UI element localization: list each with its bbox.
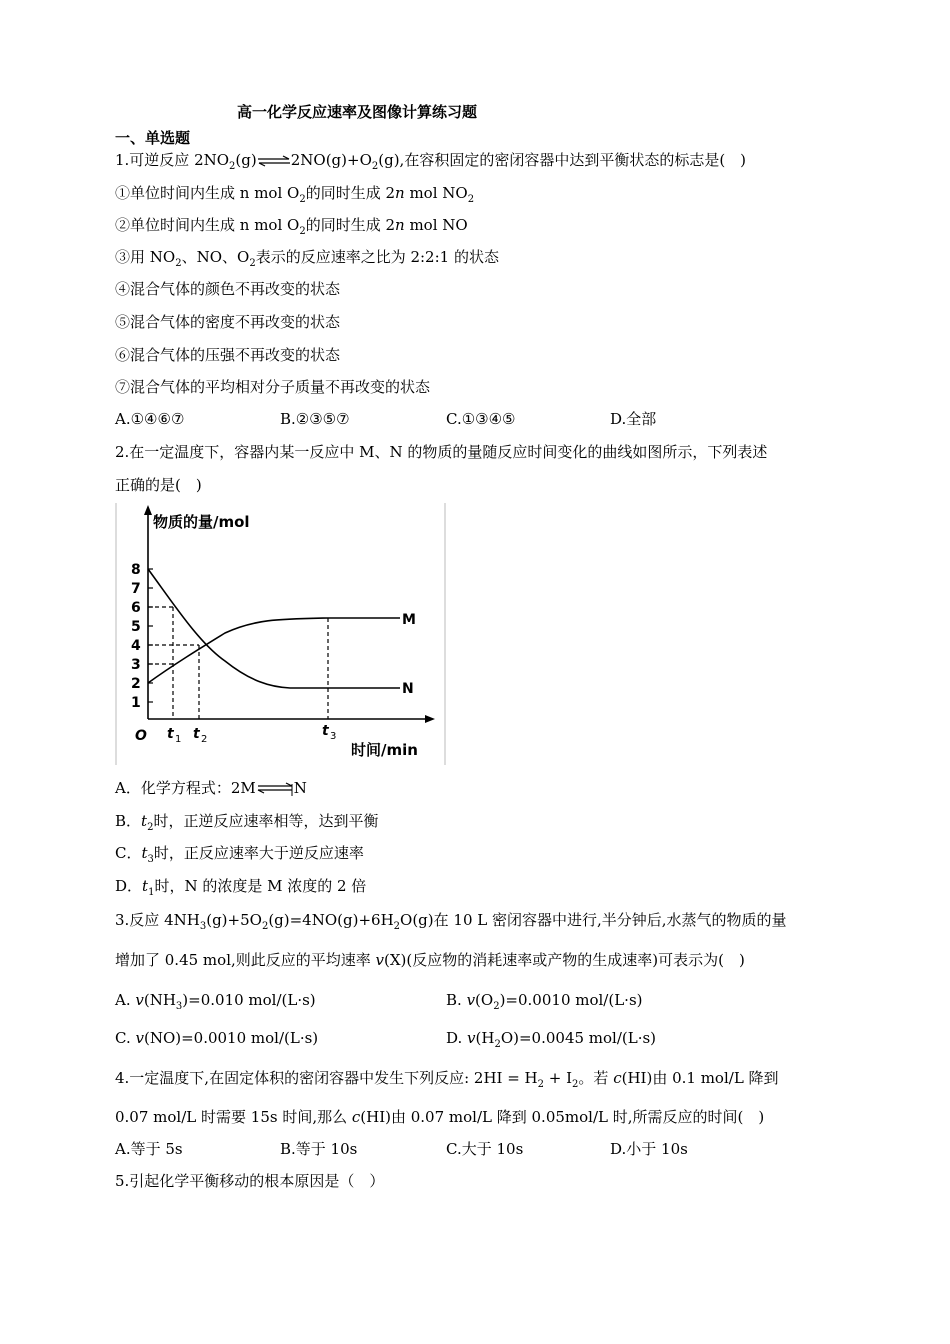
sub: 2 [147, 822, 154, 833]
text: (HI)由 0.07 mol/L 降到 0.05mol/L 时,所需反应的时间( ) [360, 1108, 765, 1126]
sub: 2 [393, 921, 401, 932]
q4-option-a[interactable]: A.等于 5s [115, 1140, 183, 1158]
curve-m [148, 618, 400, 683]
text: 增加了 0.45 mol,则此反应的平均速率 [115, 951, 376, 969]
x-axis-label: 时间/min [351, 741, 418, 759]
sub: 3 [147, 854, 154, 865]
curve-n-label: N [402, 681, 414, 697]
q1-stem [115, 150, 746, 170]
sub: 2 [494, 1039, 501, 1050]
sub: 2 [249, 258, 256, 269]
y-tick-4: 4 [131, 638, 141, 654]
sub: 2 [537, 1079, 545, 1090]
text: A. [115, 991, 136, 1009]
text: 、NO、O [181, 248, 250, 266]
y-tick-6: 6 [131, 600, 141, 616]
text: D. [446, 1029, 468, 1047]
text: D． [115, 877, 143, 895]
text: ①单位时间内生成 n mol O [115, 184, 300, 202]
q4-stem-line2 [115, 1107, 764, 1127]
text: B． [115, 812, 142, 830]
text: n [395, 216, 405, 234]
text: (g)+5O [206, 911, 262, 929]
y-tick-1: 1 [131, 695, 141, 711]
text: 的同时生成 2 [305, 216, 396, 234]
y-tick-8: 8 [131, 562, 141, 578]
text: 。若 [578, 1069, 614, 1087]
text: + I [544, 1069, 573, 1087]
y-tick-7: 7 [131, 581, 141, 597]
t3-label: t [322, 723, 329, 739]
q2-stem-line2: 正确的是( ) [115, 476, 202, 494]
text: 时，正反应速率大于逆反应速率 [153, 844, 364, 862]
text: ③用 NO [115, 248, 176, 266]
text: c [613, 1069, 622, 1087]
text: (HI)由 0.1 mol/L 降到 [621, 1069, 779, 1087]
q3-option-d[interactable] [446, 1028, 656, 1048]
page-title: 高一化学反应速率及图像计算练习题 [237, 103, 478, 121]
y-tick-5: 5 [131, 619, 141, 635]
text: C. [115, 1029, 136, 1047]
text: (g)=4NO(g)+6H [268, 911, 394, 929]
q1-statement-4: ④混合气体的颜色不再改变的状态 [115, 280, 341, 298]
q1-option-c[interactable]: C.①③④⑤ [446, 410, 516, 428]
q4-option-d[interactable]: D.小于 10s [610, 1140, 688, 1158]
q3-stem-line2 [115, 950, 745, 970]
text: C． [115, 844, 142, 862]
text: mol NO [404, 216, 468, 234]
q1-option-d[interactable]: D.全部 [610, 410, 657, 428]
sub: 3 [199, 921, 207, 932]
text: 3.反应 4NH [115, 911, 200, 929]
t2-label: t [193, 726, 200, 742]
q1-statement-1 [115, 183, 474, 203]
q5-stem: 5.引起化学平衡移动的根本原因是（ ） [115, 1172, 385, 1190]
text: mol NO [404, 184, 468, 202]
equilibrium-arrow-icon [257, 155, 291, 167]
sub: 2 [299, 194, 306, 205]
q3-option-a[interactable] [115, 990, 316, 1010]
q1-statement-5: ⑤混合气体的密度不再改变的状态 [115, 313, 341, 331]
text: t [141, 844, 148, 862]
sub: 2 [175, 258, 182, 269]
q3-stem-line1 [115, 910, 787, 930]
sub: 2 [467, 194, 475, 205]
section-heading: 一、单选题 [115, 129, 191, 147]
q1-statement-3 [115, 247, 499, 267]
t2-sub: 2 [201, 734, 208, 745]
q3-option-b[interactable] [446, 990, 643, 1010]
text: n [395, 184, 405, 202]
text: c [351, 1108, 361, 1126]
curve-n [148, 569, 400, 688]
text: 表示的反应速率之比为 2:2:1 的状态 [255, 248, 499, 266]
text: (NH [143, 991, 176, 1009]
text: v [466, 991, 476, 1009]
sub: 1 [148, 887, 155, 898]
graph-svg [115, 503, 447, 765]
text: 4.一定温度下,在固定体积的密闭容器中发生下列反应: 2HI = H [115, 1069, 538, 1087]
q1-stem-part: 1.可逆反应 2NO [115, 151, 230, 169]
text: 0.07 mol/L 时需要 15s 时间,那么 [115, 1108, 352, 1126]
text: (H [475, 1029, 495, 1047]
text: ②单位时间内生成 n mol O [115, 216, 300, 234]
text: v [135, 1029, 144, 1047]
t3-sub: 3 [330, 731, 337, 742]
sub: 2 [371, 161, 379, 172]
text: (NO)=0.0010 mol/(L·s) [143, 1029, 319, 1047]
y-axis-arrow-icon [144, 505, 152, 515]
text: v [375, 951, 385, 969]
q2-option-b[interactable] [115, 811, 378, 831]
q4-stem-line1 [115, 1068, 779, 1088]
q4-option-b[interactable]: B.等于 10s [280, 1140, 358, 1158]
text: v [467, 1029, 476, 1047]
text: )=0.0010 mol/(L·s) [499, 991, 643, 1009]
x-axis-arrow-icon [425, 715, 435, 723]
q2-option-c[interactable] [115, 843, 364, 863]
y-tick-2: 2 [131, 676, 141, 692]
guide-lines [148, 607, 328, 719]
text: (X)(反应物的消耗速率或产物的生成速率)可表示为( ) [384, 951, 745, 969]
text: A．化学方程式：2M [115, 779, 256, 797]
text: N [293, 779, 307, 797]
q1-option-a[interactable]: A.①④⑥⑦ [115, 410, 185, 428]
text: O(g)在 10 L 密闭容器中进行,半分钟后,水蒸气的物质的量 [400, 911, 787, 929]
q1-statement-6: ⑥混合气体的压强不再改变的状态 [115, 346, 341, 364]
text: )=0.010 mol/(L·s) [182, 991, 316, 1009]
text: 的同时生成 2 [305, 184, 396, 202]
q2-stem-line1: 2.在一定温度下，容器内某一反应中 M、N 的物质的量随反应时间变化的曲线如图所示，下列表述 [115, 443, 768, 461]
y-tick-3: 3 [131, 657, 141, 673]
q4-option-c[interactable]: C.大于 10s [446, 1140, 524, 1158]
q1-stem-part: (g),在容积固定的密闭容器中达到平衡状态的标志是( ) [378, 151, 747, 169]
text: t [142, 877, 149, 895]
q1-stem-part: 2NO(g)+O [290, 151, 372, 169]
sub: 2 [229, 161, 236, 172]
t1-sub: 1 [175, 734, 182, 745]
text: O)=0.0045 mol/(L·s) [500, 1029, 657, 1047]
text: v [135, 991, 144, 1009]
q1-statement-7: ⑦混合气体的平均相对分子质量不再改变的状态 [115, 378, 431, 396]
q2-option-a[interactable] [115, 778, 307, 798]
curve-m-label: M [402, 612, 416, 628]
q1-stem-part: (g) [235, 151, 257, 169]
q2-option-d[interactable] [115, 876, 366, 896]
sub: 2 [261, 921, 269, 932]
text: 时，N 的浓度是 M 浓度的 2 倍 [154, 877, 367, 895]
q1-option-b[interactable]: B.②③⑤⑦ [280, 410, 350, 428]
t1-label: t [167, 726, 174, 742]
q3-option-c[interactable] [115, 1028, 318, 1048]
text: 时，正逆反应速率相等，达到平衡 [153, 812, 379, 830]
text: B. [446, 991, 467, 1009]
sub: 2 [299, 226, 306, 237]
sub: 2 [493, 1001, 500, 1012]
y-axis-label: 物质的量/mol [153, 513, 250, 531]
sub: 2 [572, 1079, 579, 1090]
q1-statement-2 [115, 215, 468, 235]
origin-label: O [135, 728, 147, 744]
text: t [141, 812, 148, 830]
sub: 3 [175, 1001, 183, 1012]
mole-time-graph [115, 503, 447, 765]
equilibrium-arrow-icon [256, 782, 294, 796]
text: (O [475, 991, 494, 1009]
